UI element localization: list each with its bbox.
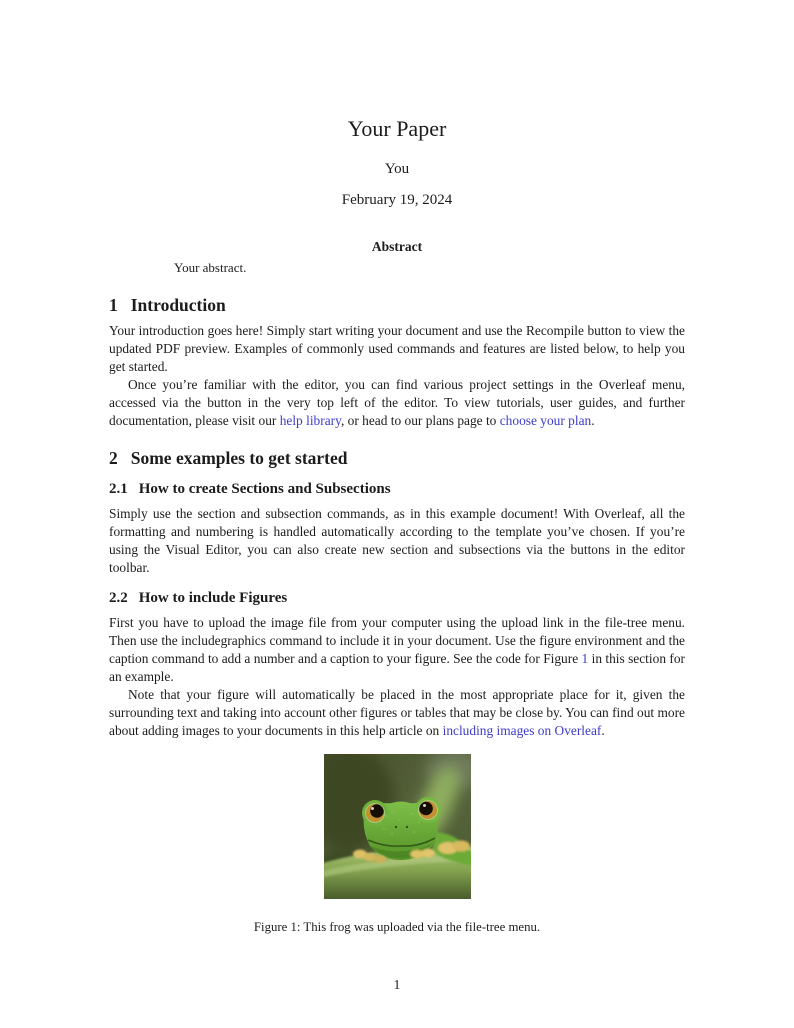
section-1-number: 1 [109, 294, 118, 315]
frog-photo [324, 754, 471, 899]
section-2-title: Some examples to get started [130, 447, 348, 468]
subsection-2-1-number: 2.1 [109, 480, 128, 497]
intro-paragraph-2 [109, 376, 685, 430]
choose-your-plan-link[interactable]: choose your plan [499, 412, 592, 428]
figures-p1-text-1: First you have to upload the image file from your computer using the upload link in the file-tree menu. Then use the includegraphics command to include it in your document. Use the figure environment and the caption command to add a number and a caption to your figure. See the code for Figure [109, 615, 685, 667]
abstract-text: Your abstract. [174, 260, 247, 276]
paper-author: You [384, 161, 410, 178]
intro-p2-text-1: Once you’re familiar with the editor, you can find various project settings in the Overleaf menu, accessed via the button in the very top left of the editor. To view tutorials, user guides, and further documentation, please visit our [109, 376, 685, 428]
subsection-2-2-title: How to include Figures [138, 590, 288, 607]
figures-p2-text-2: . [601, 723, 605, 739]
figure-1-ref-link[interactable]: 1 [581, 651, 589, 667]
figure-1 [109, 754, 685, 935]
section-1-heading [109, 295, 685, 315]
help-library-link[interactable]: help library [279, 412, 341, 428]
paper-date: February 19, 2024 [341, 191, 453, 208]
intro-paragraph-1: Your introduction goes here! Simply start writing your document and use the Recompile button to view the updated PDF preview. Examples of commonly used commands and features are listed below, to help you get started. [109, 322, 685, 374]
subsection-2-2-heading [109, 590, 685, 607]
including-images-link[interactable]: including images on Overleaf [442, 723, 602, 739]
subsection-2-2-number: 2.2 [109, 590, 128, 607]
figures-p1-text-2: in this section for an example. [109, 651, 685, 685]
section-2-heading [109, 448, 685, 468]
subsection-2-1-title: How to create Sections and Subsections [138, 480, 391, 497]
section-1-title: Introduction [130, 294, 226, 315]
page-number: 1 [393, 977, 401, 992]
figure-1-caption: Figure 1: This frog was uploaded via the file-tree menu. [253, 920, 541, 935]
section-2-number: 2 [109, 447, 118, 468]
figures-p2-text-1: Note that your figure will automatically be placed in the most appropriate place for it, given the surrounding text and taking into account other figures or tables that may be close by. You can find out more about adding images to your documents in this help article on [109, 687, 685, 739]
figures-paragraph-2 [109, 686, 685, 740]
sections-paragraph: Simply use the section and subsection commands, as in this example document! With Overleaf, all the formatting and numbering is handled automatically according to the template you’ve chosen. If you’re using the Visual Editor, you can also create new section and subsections via the buttons in the editor toolbar. [109, 506, 685, 576]
subsection-2-1-heading [109, 481, 685, 498]
intro-p2-text-3: . [591, 412, 595, 428]
paper-title: Your Paper [347, 116, 447, 141]
figures-paragraph-1 [109, 614, 685, 686]
abstract-heading: Abstract [371, 238, 423, 254]
intro-p2-text-2: , or head to our plans page to [340, 412, 500, 428]
